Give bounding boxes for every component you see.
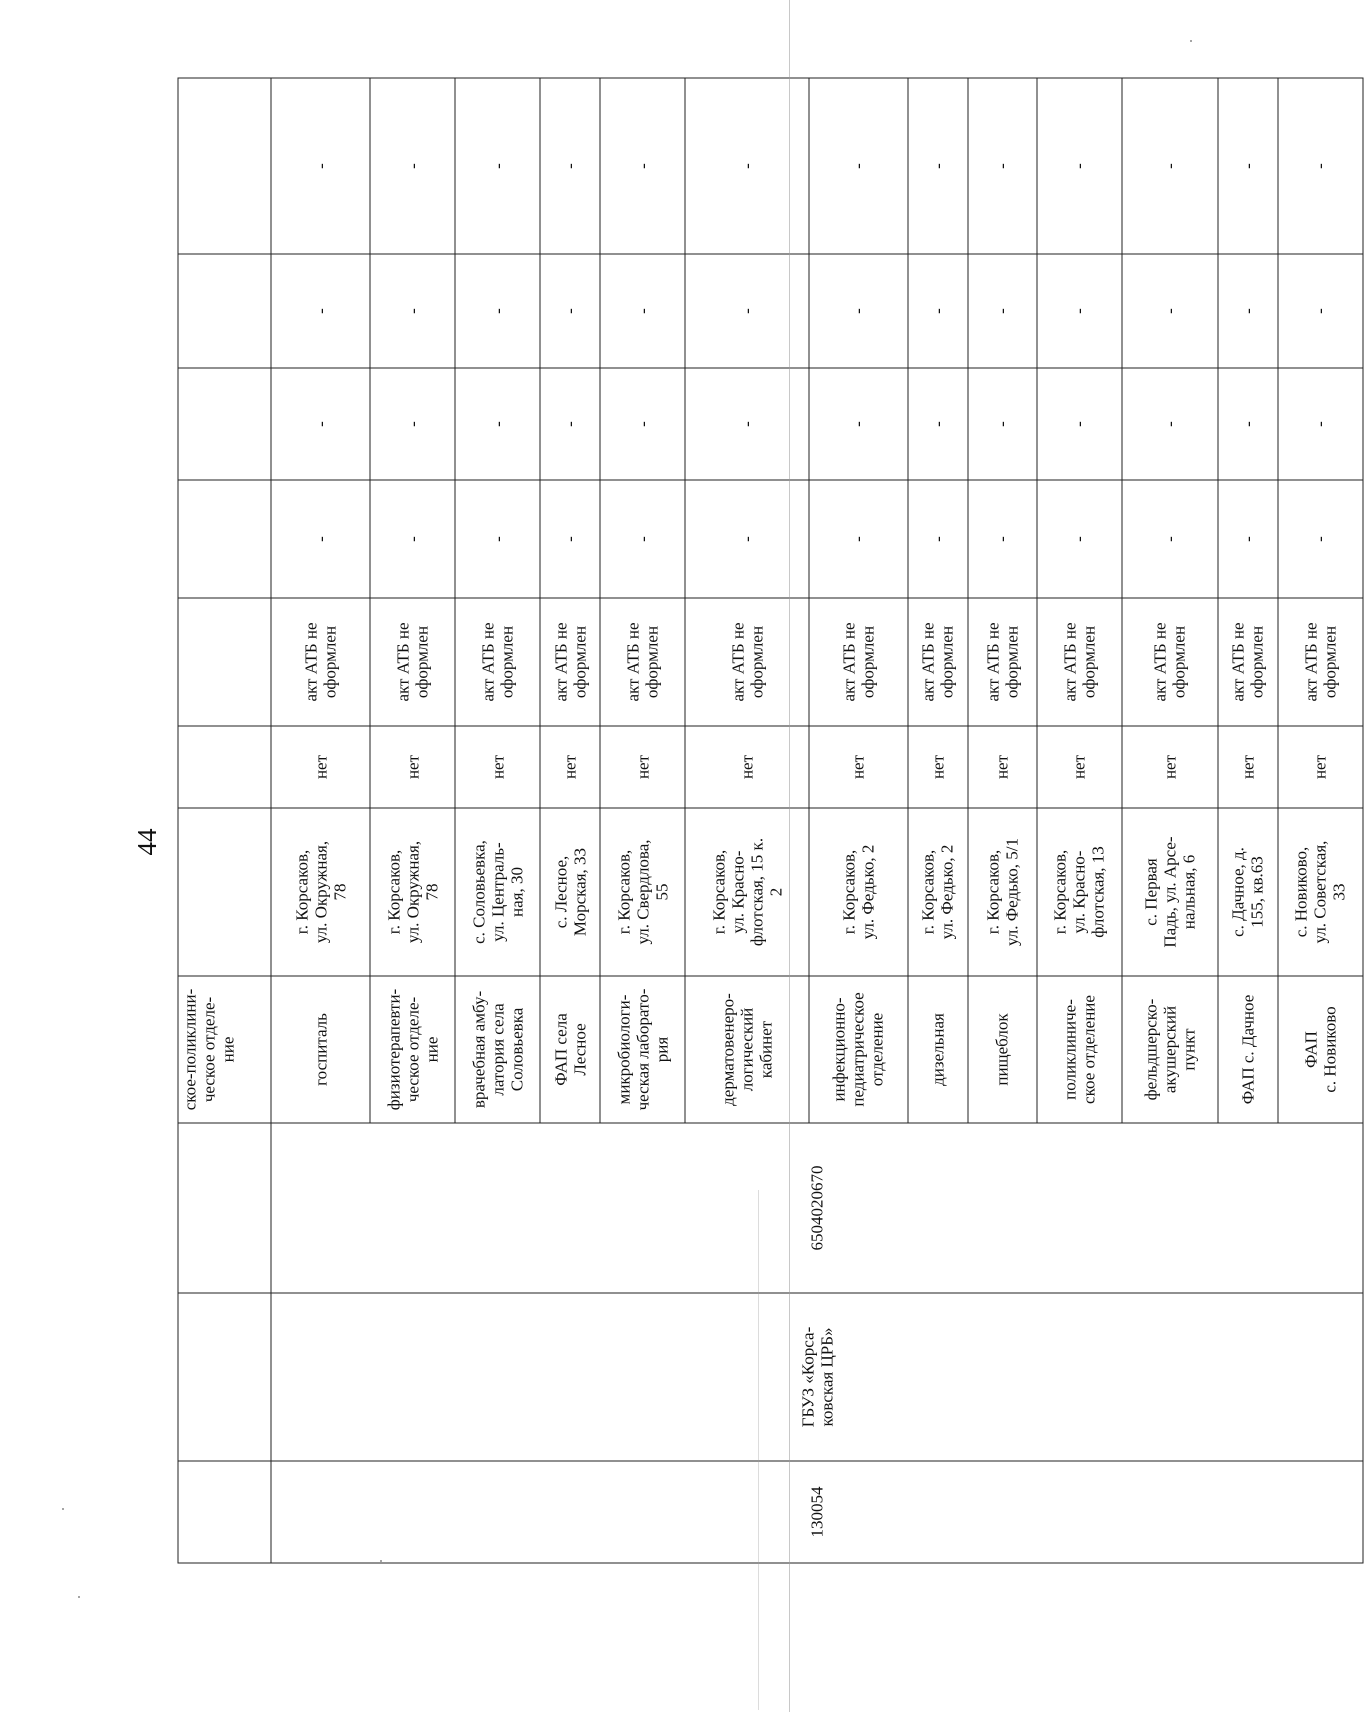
dash-cell-text: -: [633, 163, 653, 169]
dash-cell-text: -: [488, 308, 508, 314]
flag-cell: [271, 726, 370, 808]
scan-speck: [380, 1560, 382, 1562]
note-cell: [809, 598, 908, 726]
dash-cell-text: -: [1160, 308, 1180, 314]
dash-cell: [600, 254, 685, 368]
dash-cell: [1037, 480, 1122, 598]
table-cell: [178, 1123, 271, 1293]
dash-cell-text: -: [311, 421, 331, 427]
table-cell: [178, 1461, 271, 1563]
flag-cell: [370, 726, 455, 808]
dash-cell-text: -: [633, 536, 653, 542]
note-cell: [1278, 598, 1363, 726]
facility-name-cell: [271, 976, 370, 1123]
dash-cell: [370, 254, 455, 368]
facility-name-cell-text: ФАП с. Дачное: [1238, 994, 1258, 1105]
dash-cell: [908, 368, 968, 480]
dash-cell-text: -: [1310, 163, 1330, 169]
address-cell: [370, 808, 455, 976]
dash-cell: [540, 368, 600, 480]
dash-cell-text: -: [848, 536, 868, 542]
dash-cell-text: -: [737, 536, 757, 542]
note-cell-text: акт АТБ не оформлен: [1060, 622, 1099, 702]
facility-name-cell: [1122, 976, 1218, 1123]
table-cell: [178, 598, 271, 726]
note-cell: [968, 598, 1037, 726]
table-cell: [178, 78, 271, 254]
page-number: 44: [132, 828, 162, 856]
dash-cell: [908, 78, 968, 254]
dash-cell: [908, 254, 968, 368]
note-cell: [908, 598, 968, 726]
address-cell-text: с. Лесное, Морская, 33: [551, 847, 590, 937]
facility-name-cell: [1037, 976, 1122, 1123]
scan-crease-line: [789, 0, 790, 1712]
dash-cell: [1218, 78, 1278, 254]
dash-cell: [685, 480, 808, 598]
dash-cell: [370, 368, 455, 480]
registration-number-cell-text: 130054: [807, 1486, 827, 1538]
flag-cell: [908, 726, 968, 808]
scan-speck: [62, 1508, 64, 1510]
address-cell-text: с. Новиково, ул. Советская, 33: [1291, 840, 1349, 944]
facility-name-cell-text: врачебная амбу- латория села Соловьевка: [469, 990, 527, 1109]
dash-cell-text: -: [403, 536, 423, 542]
flag-cell-text: нет: [403, 754, 423, 780]
dash-cell-text: -: [1310, 421, 1330, 427]
dash-cell-text: -: [1238, 308, 1258, 314]
institution-type-text: ское-поликлини- ческое отделе- ние: [180, 988, 238, 1111]
dash-cell: [1037, 368, 1122, 480]
address-cell: [1278, 808, 1363, 976]
flag-cell: [685, 726, 808, 808]
dash-cell-text: -: [1238, 536, 1258, 542]
note-cell-text: акт АТБ не оформлен: [983, 622, 1022, 702]
flag-cell-text: нет: [1160, 754, 1180, 780]
facility-name-cell-text: поликлиниче- ское отделение: [1060, 995, 1099, 1104]
note-cell-text: акт АТБ не оформлен: [623, 622, 662, 702]
note-cell: [455, 598, 540, 726]
dash-cell: [1037, 254, 1122, 368]
note-cell-text: акт АТБ не оформлен: [918, 622, 957, 702]
dash-cell-text: -: [848, 308, 868, 314]
dash-cell-text: -: [737, 308, 757, 314]
dash-cell-text: -: [488, 536, 508, 542]
dash-cell: [1278, 254, 1363, 368]
dash-cell: [1218, 254, 1278, 368]
dash-cell: [455, 254, 540, 368]
dash-cell-text: -: [403, 421, 423, 427]
dash-cell: [1122, 480, 1218, 598]
dash-cell: [968, 480, 1037, 598]
dash-cell-text: -: [1310, 536, 1330, 542]
dash-cell-text: -: [1160, 163, 1180, 169]
note-cell-text: акт АТБ не оформлен: [1301, 622, 1340, 702]
table-row: [178, 78, 271, 1563]
dash-cell: [685, 254, 808, 368]
facility-name-cell: [908, 976, 968, 1123]
dash-cell-text: -: [633, 421, 653, 427]
note-cell: [685, 598, 808, 726]
facility-name-cell-text: инфекционно- педиатрическое отделение: [829, 992, 887, 1107]
dash-cell-text: -: [928, 536, 948, 542]
facility-name-cell: [600, 976, 685, 1123]
dash-cell: [1278, 78, 1363, 254]
dash-cell-text: -: [311, 163, 331, 169]
dash-cell: [685, 78, 808, 254]
dash-cell: [271, 480, 370, 598]
address-cell: [809, 808, 908, 976]
dash-cell: [540, 78, 600, 254]
dash-cell: [1278, 480, 1363, 598]
dash-cell: [809, 78, 908, 254]
dash-cell-text: -: [1069, 163, 1089, 169]
address-cell-text: г. Корсаков, ул. Окружная, 78: [292, 840, 350, 944]
address-cell: [908, 808, 968, 976]
address-cell-text: с. Дачное, д. 155, кв.63: [1228, 847, 1267, 937]
flag-cell: [1122, 726, 1218, 808]
flag-cell-text: нет: [1310, 754, 1330, 780]
dash-cell: [968, 254, 1037, 368]
facility-name-cell: [455, 976, 540, 1123]
flag-cell-text: нет: [633, 754, 653, 780]
table-body: [178, 78, 1363, 1563]
flag-cell: [968, 726, 1037, 808]
address-cell-text: г. Корсаков, ул. Федько, 2: [918, 844, 957, 940]
dash-cell-text: -: [488, 163, 508, 169]
facility-name-cell: [968, 976, 1037, 1123]
address-cell-text: г. Корсаков, ул. Свердлова, 55: [614, 839, 672, 945]
scan-crease-line: [758, 1190, 759, 1710]
organization-name-cell-text: ГБУЗ «Корса- ковская ЦРБ»: [798, 1326, 837, 1428]
note-cell-text: акт АТБ не оформлен: [551, 622, 590, 702]
dash-cell: [1278, 368, 1363, 480]
note-cell-text: акт АТБ не оформлен: [839, 622, 878, 702]
facility-name-cell-text: госпиталь: [311, 1013, 331, 1086]
facility-name-cell-text: дизельная: [928, 1013, 948, 1086]
address-cell-text: г. Корсаков, ул. Окружная, 78: [384, 840, 442, 944]
table-row: [271, 78, 370, 1563]
flag-cell-text: нет: [848, 754, 868, 780]
table-cell: [178, 1293, 271, 1461]
dash-cell-text: -: [1238, 163, 1258, 169]
dash-cell: [600, 368, 685, 480]
dash-cell: [600, 480, 685, 598]
flag-cell-text: нет: [737, 754, 757, 780]
flag-cell: [809, 726, 908, 808]
dash-cell-text: -: [848, 421, 868, 427]
dash-cell-text: -: [311, 536, 331, 542]
note-cell: [1037, 598, 1122, 726]
address-cell-text: г. Корсаков, ул. Красно- флотская, 15 к. 2: [709, 837, 786, 947]
dash-cell-text: -: [1069, 308, 1089, 314]
facility-name-cell: [540, 976, 600, 1123]
flag-cell-text: нет: [311, 754, 331, 780]
address-cell-text: с. Первая Падь, ул. Арсе- нальная, 6: [1141, 836, 1199, 948]
address-cell: [455, 808, 540, 976]
scan-speck: [78, 1596, 80, 1598]
organization-name-cell: [271, 1293, 1363, 1461]
facility-name-cell-text: физиотерапевти- ческое отделе- ние: [384, 988, 442, 1111]
facility-name-cell-text: дерматовенеро- логический кабинет: [718, 993, 776, 1106]
dash-cell-text: -: [403, 163, 423, 169]
address-cell-text: г. Корсаков, ул. Федько, 2: [839, 844, 878, 940]
table-cell: [178, 368, 271, 480]
dash-cell: [809, 480, 908, 598]
note-cell-text: акт АТБ не оформлен: [1228, 622, 1267, 702]
dash-cell: [540, 254, 600, 368]
flag-cell: [1218, 726, 1278, 808]
note-cell-text: акт АТБ не оформлен: [301, 622, 340, 702]
address-cell-text: г. Корсаков, ул. Красно- флотская, 13: [1050, 846, 1108, 938]
address-cell: [1037, 808, 1122, 976]
note-cell-text: акт АТБ не оформлен: [728, 622, 767, 702]
flag-cell-text: нет: [488, 754, 508, 780]
address-cell-text: с. Соловьевка, ул. Централь- ная, 30: [469, 840, 527, 944]
dash-cell: [271, 368, 370, 480]
flag-cell-text: нет: [1238, 754, 1258, 780]
dash-cell: [600, 78, 685, 254]
dash-cell-text: -: [928, 163, 948, 169]
dash-cell: [540, 480, 600, 598]
address-cell: [1122, 808, 1218, 976]
address-cell: [271, 808, 370, 976]
facility-table: [178, 78, 1364, 1564]
dash-cell: [1218, 368, 1278, 480]
note-cell: [271, 598, 370, 726]
dash-cell: [1218, 480, 1278, 598]
dash-cell-text: -: [311, 308, 331, 314]
facility-name-cell: [370, 976, 455, 1123]
inn-cell: [271, 1123, 1363, 1293]
dash-cell-text: -: [560, 163, 580, 169]
note-cell: [600, 598, 685, 726]
rotated-table-container: [178, 79, 1364, 1564]
table-cell: [178, 808, 271, 976]
dash-cell-text: -: [928, 308, 948, 314]
dash-cell-text: -: [1160, 536, 1180, 542]
dash-cell-text: -: [1069, 536, 1089, 542]
flag-cell-text: нет: [560, 754, 580, 780]
table-cell: [178, 726, 271, 808]
flag-cell-text: нет: [992, 754, 1012, 780]
dash-cell-text: -: [1238, 421, 1258, 427]
dash-cell: [455, 480, 540, 598]
facility-name-cell-text: пищеблок: [992, 1013, 1012, 1086]
dash-cell-text: -: [1160, 421, 1180, 427]
dash-cell: [271, 254, 370, 368]
dash-cell-text: -: [403, 308, 423, 314]
facility-name-cell: [1278, 976, 1363, 1123]
dash-cell: [271, 78, 370, 254]
dash-cell-text: -: [560, 421, 580, 427]
dash-cell-text: -: [488, 421, 508, 427]
note-cell: [1122, 598, 1218, 726]
note-cell-text: акт АТБ не оформлен: [393, 622, 432, 702]
table-cell: [178, 480, 271, 598]
facility-name-cell: [685, 976, 808, 1123]
address-cell: [1218, 808, 1278, 976]
flag-cell-text: нет: [928, 754, 948, 780]
dash-cell-text: -: [560, 536, 580, 542]
dash-cell: [685, 368, 808, 480]
facility-name-cell: [809, 976, 908, 1123]
address-cell-text: г. Корсаков, ул. Федько, 5/1: [983, 838, 1022, 947]
dash-cell: [809, 368, 908, 480]
table-cell: [178, 254, 271, 368]
dash-cell: [908, 480, 968, 598]
note-cell-text: акт АТБ не оформлен: [478, 622, 517, 702]
dash-cell: [455, 368, 540, 480]
registration-number-cell: [271, 1461, 1363, 1563]
address-cell: [968, 808, 1037, 976]
dash-cell: [370, 78, 455, 254]
dash-cell: [968, 78, 1037, 254]
dash-cell: [370, 480, 455, 598]
flag-cell: [1278, 726, 1363, 808]
dash-cell-text: -: [1069, 421, 1089, 427]
dash-cell: [1037, 78, 1122, 254]
facility-name-cell-text: ФАП села Лесное: [551, 1013, 590, 1086]
note-cell-text: акт АТБ не оформлен: [1150, 622, 1189, 702]
dash-cell-text: -: [992, 536, 1012, 542]
facility-name-cell-text: микробиологи- ческая лаборато- рия: [614, 988, 672, 1111]
address-cell: [685, 808, 808, 976]
dash-cell: [455, 78, 540, 254]
dash-cell: [1122, 78, 1218, 254]
dash-cell-text: -: [737, 421, 757, 427]
flag-cell: [540, 726, 600, 808]
facility-name-cell-text: ФАП с. Новиково: [1301, 1006, 1340, 1093]
dash-cell-text: -: [992, 308, 1012, 314]
scan-speck: [1190, 40, 1192, 42]
dash-cell-text: -: [848, 163, 868, 169]
dash-cell-text: -: [633, 308, 653, 314]
note-cell: [540, 598, 600, 726]
address-cell: [540, 808, 600, 976]
dash-cell-text: -: [928, 421, 948, 427]
note-cell: [1218, 598, 1278, 726]
facility-name-cell: [1218, 976, 1278, 1123]
dash-cell-text: -: [560, 308, 580, 314]
dash-cell: [1122, 368, 1218, 480]
dash-cell-text: -: [1310, 308, 1330, 314]
facility-name-cell-text: фельдшерско- акушерский пункт: [1141, 998, 1199, 1101]
institution-type-cell: [178, 976, 271, 1123]
flag-cell: [600, 726, 685, 808]
flag-cell: [455, 726, 540, 808]
inn-cell-text: 6504020670: [807, 1165, 827, 1251]
dash-cell-text: -: [992, 163, 1012, 169]
flag-cell-text: нет: [1069, 754, 1089, 780]
dash-cell: [1122, 254, 1218, 368]
address-cell: [600, 808, 685, 976]
dash-cell: [968, 368, 1037, 480]
dash-cell-text: -: [737, 163, 757, 169]
dash-cell-text: -: [992, 421, 1012, 427]
dash-cell: [809, 254, 908, 368]
note-cell: [370, 598, 455, 726]
flag-cell: [1037, 726, 1122, 808]
